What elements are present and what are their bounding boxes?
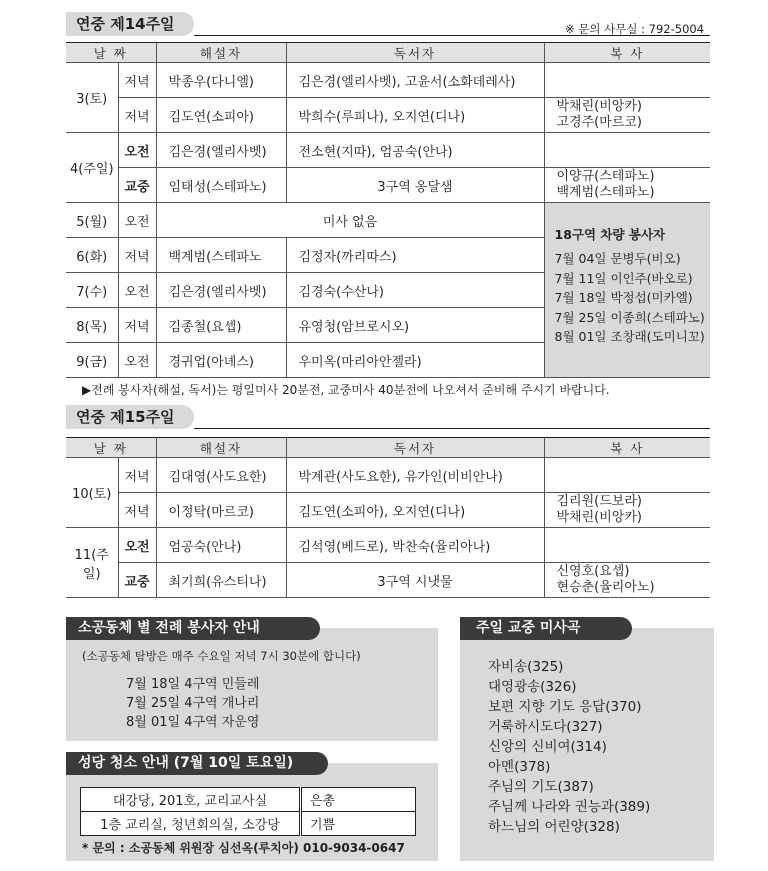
week14-title: 연중 제14주일 <box>66 12 194 36</box>
server-cell <box>544 493 710 528</box>
volunteer-notice: ▶전례 봉사자(해설, 독서)는 평일미사 20분전, 교중미사 40분전에 나오셔서 준비해 주시기 바랍니다. <box>82 383 610 397</box>
mass-cell: 저녁 <box>118 308 156 343</box>
reader-cell: 김경숙(수산나) <box>286 273 544 308</box>
cleaning-title: 성당 청소 안내 (7월 10일 토요일) <box>66 752 328 775</box>
server-name: 고경주(마르코) <box>556 115 642 130</box>
table-row <box>66 63 710 98</box>
reader-cell: 3구역 시냇물 <box>286 563 544 598</box>
community-line: 8월 01일 4구역 자운영 <box>126 715 260 730</box>
community-note: (소공동체 탐방은 매주 수요일 저녁 7시 30분에 합니다) <box>82 649 361 663</box>
header-server: 복 사 <box>544 43 710 63</box>
commentator-cell: 최기희(유스티나) <box>156 563 286 598</box>
mass-cell: 교중 <box>118 563 156 598</box>
day-cell: 10(토) <box>66 458 118 528</box>
reader-cell: 김도연(소피아), 오지연(디나) <box>286 493 544 528</box>
cleaning-place: 대강당, 201호, 교리교사실 <box>81 788 301 812</box>
server-cell <box>544 63 710 98</box>
commentator-cell: 임태성(스테파노) <box>156 168 286 203</box>
table-row <box>66 493 710 528</box>
table-header-row <box>66 43 710 63</box>
reader-cell: 유영청(암브로시오) <box>286 308 544 343</box>
day-cell: 5(월) <box>66 203 118 238</box>
commentator-cell: 김은경(엘리사벳) <box>156 133 286 168</box>
cleaning-place: 1층 교리실, 청년회의실, 소강당 <box>81 812 301 836</box>
server-name: 김리원(드보라) <box>556 494 642 509</box>
cleaning-group: 은총 <box>301 788 416 812</box>
header-reader: 독서자 <box>286 438 544 458</box>
commentator-cell: 엄공숙(안나) <box>156 528 286 563</box>
server-cell <box>544 133 710 168</box>
mass-cell: 오전 <box>118 133 156 168</box>
hymns-title: 주일 교중 미사곡 <box>460 617 632 640</box>
week15-title: 연중 제15주일 <box>66 405 194 429</box>
reader-cell: 박계관(사도요한), 유가인(비비안나) <box>286 458 544 493</box>
community-title: 소공동체 별 전례 봉사자 안내 <box>66 617 320 640</box>
mass-cell: 저녁 <box>118 493 156 528</box>
header-commentator: 해설자 <box>156 43 286 63</box>
day-cell: 8(목) <box>66 308 118 343</box>
commentator-cell: 김도연(소피아) <box>156 98 286 133</box>
mass-cell: 오전 <box>118 203 156 238</box>
community-line: 7월 18일 4구역 민들레 <box>126 677 260 692</box>
week14-schedule-table <box>66 42 710 378</box>
day-cell: 4(주일) <box>66 133 118 203</box>
mass-cell: 저녁 <box>118 98 156 133</box>
day-cell: 11(주일) <box>66 528 118 598</box>
hymn-item: 신앙의 신비여(314) <box>488 739 607 755</box>
mass-cell: 오전 <box>118 528 156 563</box>
table-row <box>66 458 710 493</box>
cleaning-table <box>80 787 416 836</box>
server-name: 현승춘(율리아노) <box>556 580 655 595</box>
commentator-cell: 이정탁(마르코) <box>156 493 286 528</box>
server-cell <box>544 563 710 598</box>
vehicle-line: 7월 11일 이인주(바오로) <box>554 270 693 286</box>
commentator-cell: 김종철(요셉) <box>156 308 286 343</box>
reader-cell: 김정자(까리따스) <box>286 238 544 273</box>
table-row <box>66 203 710 238</box>
reader-cell: 전소현(지따), 엄공숙(안나) <box>286 133 544 168</box>
table-row <box>66 133 710 168</box>
server-name: 이양규(스테파노) <box>556 169 655 184</box>
day-cell: 6(화) <box>66 238 118 273</box>
table-row <box>66 528 710 563</box>
vehicle-title: 18구역 차량 봉사자 <box>554 227 666 242</box>
reader-cell: 박희수(루피나), 오지연(디나) <box>286 98 544 133</box>
hymn-item: 아멘(378) <box>488 759 551 775</box>
hymn-item: 주님께 나라와 권능과(389) <box>488 799 651 815</box>
server-cell <box>544 168 710 203</box>
mass-cell: 저녁 <box>118 63 156 98</box>
header-commentator: 해설자 <box>156 438 286 458</box>
reader-cell: 우미옥(마리아안젤라) <box>286 343 544 378</box>
community-line: 7월 25일 4구역 개나리 <box>126 696 260 711</box>
server-cell <box>544 528 710 563</box>
table-row <box>81 812 416 836</box>
commentator-cell: 김대영(사도요한) <box>156 458 286 493</box>
table-header-row <box>66 438 710 458</box>
mass-cell: 저녁 <box>118 458 156 493</box>
server-name: 박채린(비앙카) <box>556 510 642 525</box>
vehicle-line: 7월 18일 박정섭(미카엘) <box>554 290 693 305</box>
cleaning-group: 기쁨 <box>301 812 416 836</box>
server-cell <box>544 458 710 493</box>
cleaning-contact: * 문의 : 소공동체 위원장 심선옥(루치아) 010-9034-0647 <box>82 841 405 855</box>
server-cell <box>544 98 710 133</box>
hymn-item: 보편 지향 기도 응답(370) <box>488 699 642 715</box>
mass-cell: 교중 <box>118 168 156 203</box>
server-name: 신영호(요셉) <box>556 564 630 579</box>
no-mass-cell: 미사 없음 <box>156 203 544 238</box>
vehicle-line: 7월 25일 이종희(스테파노) <box>554 309 705 325</box>
header-reader: 독서자 <box>286 43 544 63</box>
reader-cell: 3구역 옹달샘 <box>286 168 544 203</box>
table-row <box>66 563 710 598</box>
server-name: 박채린(비앙카) <box>556 99 642 114</box>
commentator-cell: 박종우(다니엘) <box>156 63 286 98</box>
table-row <box>66 168 710 203</box>
commentator-cell: 백계범(스테파노 <box>156 238 286 273</box>
week15-schedule-table <box>66 437 710 598</box>
day-cell: 3(토) <box>66 63 118 133</box>
vehicle-line: 7월 04일 문병두(비오) <box>554 251 681 266</box>
day-cell: 7(수) <box>66 273 118 308</box>
header-server: 복 사 <box>544 438 710 458</box>
vehicle-volunteer-box <box>544 203 710 378</box>
office-contact: ※ 문의 사무실 : 792-5004 <box>565 22 705 36</box>
hymn-item: 주님의 기도(387) <box>488 779 594 795</box>
hymn-item: 대영광송(326) <box>488 679 577 695</box>
server-name: 백계범(스테파노) <box>556 185 655 200</box>
header-date: 날 짜 <box>66 43 156 63</box>
week15-title-rule <box>194 428 710 429</box>
mass-cell: 저녁 <box>118 238 156 273</box>
hymn-item: 거룩하시도다(327) <box>488 719 603 735</box>
reader-cell: 김은경(엘리사벳), 고윤서(소화데레사) <box>286 63 544 98</box>
commentator-cell: 경귀업(아녜스) <box>156 343 286 378</box>
mass-cell: 오전 <box>118 273 156 308</box>
commentator-cell: 김은경(엘리사벳) <box>156 273 286 308</box>
day-cell: 9(금) <box>66 343 118 378</box>
hymn-item: 하느님의 어린양(328) <box>488 819 620 835</box>
table-row <box>81 788 416 812</box>
mass-cell: 오전 <box>118 343 156 378</box>
header-date: 날 짜 <box>66 438 156 458</box>
vehicle-line: 8월 01일 조창래(도미니꼬) <box>554 329 705 344</box>
reader-cell: 김석영(베드로), 박찬숙(율리아나) <box>286 528 544 563</box>
hymn-item: 자비송(325) <box>488 659 564 675</box>
table-row <box>66 98 710 133</box>
